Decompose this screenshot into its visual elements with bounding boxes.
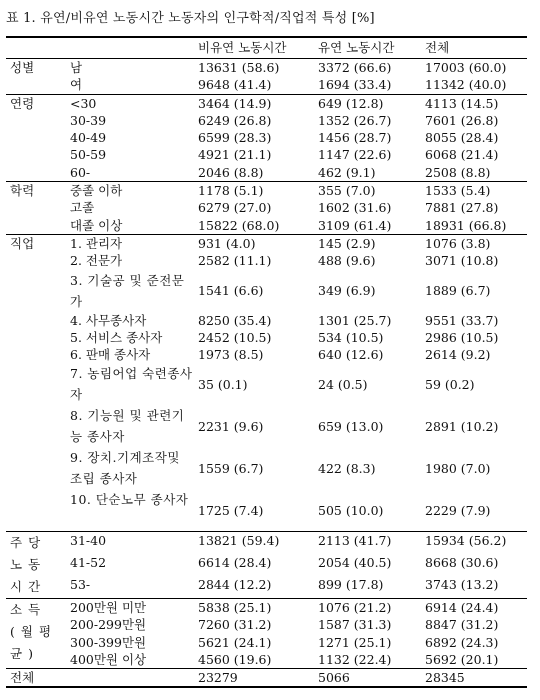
table-row xyxy=(6,112,527,129)
nonflex-value: 8250 (35.4) xyxy=(198,312,272,328)
group-0 xyxy=(6,59,527,95)
row-label: 31-40 xyxy=(70,532,107,548)
nonflex-value: 6279 (27.0) xyxy=(198,200,272,216)
total-value: 2986 (10.5) xyxy=(425,329,499,345)
nonflex-value: 931 (4.0) xyxy=(198,235,256,251)
characteristics-table xyxy=(6,36,527,688)
category-label: 소득 (월평균) xyxy=(10,601,58,661)
row-label: 5. 서비스 종사자 xyxy=(70,329,163,345)
total-value: 3743 (13.2) xyxy=(425,576,499,592)
table-row xyxy=(6,129,527,146)
nonflex-value: 1541 (6.6) xyxy=(198,283,264,299)
nonflex-value: 2452 (10.5) xyxy=(198,329,272,345)
row-label: 9. 장치.기계조작및 조립 종사자 xyxy=(70,450,180,487)
row-label: 8. 기능원 및 관련기능 종사자 xyxy=(70,408,185,445)
nonflex-value: 5621 (24.1) xyxy=(198,634,272,650)
row-label: 41-52 xyxy=(70,554,107,570)
nonflex-value: 1178 (5.1) xyxy=(198,183,264,199)
nonflex-value: 4560 (19.6) xyxy=(198,651,272,667)
flex-value: 899 (17.8) xyxy=(318,576,384,592)
nonflex-value: 35 (0.1) xyxy=(198,376,248,392)
table-row xyxy=(6,217,527,235)
row-label: 53- xyxy=(70,576,91,592)
flex-value: 649 (12.8) xyxy=(318,95,384,111)
total-value: 6068 (21.4) xyxy=(425,147,499,163)
table-row xyxy=(6,363,527,405)
total-value: 7881 (27.8) xyxy=(425,200,499,216)
group-2 xyxy=(6,182,527,235)
nonflex-value: 1559 (6.7) xyxy=(198,460,264,476)
flex-value: 1147 (22.6) xyxy=(318,147,392,163)
total-value: 59 (0.2) xyxy=(425,376,475,392)
nonflex-value: 2046 (8.8) xyxy=(198,164,264,180)
total-flex: 5066 xyxy=(318,670,350,686)
table-row xyxy=(6,270,527,312)
total-value: 18931 (66.8) xyxy=(425,217,507,233)
flex-value: 1456 (28.7) xyxy=(318,130,392,146)
nonflex-value: 2231 (9.6) xyxy=(198,418,264,434)
total-value: 3071 (10.8) xyxy=(425,253,499,269)
total-value: 2508 (8.8) xyxy=(425,164,491,180)
table-row xyxy=(6,329,527,346)
flex-value: 1352 (26.7) xyxy=(318,112,392,128)
total-value: 6914 (24.4) xyxy=(425,599,499,615)
nonflex-value: 9648 (41.4) xyxy=(198,77,272,93)
flex-value: 505 (10.0) xyxy=(318,502,384,518)
table-row xyxy=(6,634,527,651)
table-title: 표 1. 유연/비유연 노동시간 노동자의 인구학적/직업적 특성 [%] xyxy=(6,11,375,26)
flex-value: 1602 (31.6) xyxy=(318,200,392,216)
total-value: 8847 (31.2) xyxy=(425,617,499,633)
row-label: 2. 전문가 xyxy=(70,253,123,269)
table-row xyxy=(6,616,527,633)
total-value: 15934 (56.2) xyxy=(425,532,507,548)
total-value: 11342 (40.0) xyxy=(425,77,507,93)
table-row xyxy=(6,576,527,599)
nonflex-value: 6599 (28.3) xyxy=(198,130,272,146)
total-value: 1076 (3.8) xyxy=(425,235,491,251)
flex-value: 534 (10.5) xyxy=(318,329,384,345)
category-label: 직업 xyxy=(10,235,35,251)
nonflex-value: 4921 (21.1) xyxy=(198,147,272,163)
flex-value: 3372 (66.6) xyxy=(318,60,392,75)
category-label: 주당 노동 시간 xyxy=(10,534,47,594)
row-label: 4. 사무종사자 xyxy=(70,312,147,328)
nonflex-value: 6249 (26.8) xyxy=(198,112,272,128)
nonflex-value: 1973 (8.5) xyxy=(198,347,264,363)
total-value: 8668 (30.6) xyxy=(425,554,499,570)
flex-value: 422 (8.3) xyxy=(318,460,376,476)
table-row xyxy=(6,598,527,616)
table-row xyxy=(6,199,527,216)
row-label: 여 xyxy=(70,77,83,93)
category-label: 학력 xyxy=(10,183,35,199)
table-row xyxy=(6,234,527,252)
flex-value: 1132 (22.4) xyxy=(318,651,392,667)
flex-value: 1694 (33.4) xyxy=(318,77,392,93)
total-value: 5692 (20.1) xyxy=(425,651,499,667)
row-label: 400만원 이상 xyxy=(70,651,147,667)
total-value: 4113 (14.5) xyxy=(425,95,499,111)
row-label: 200만원 미만 xyxy=(70,599,147,615)
table-row xyxy=(6,94,527,112)
total-value: 6892 (24.3) xyxy=(425,634,499,650)
group-4 xyxy=(6,531,527,598)
row-label: 1. 관리자 xyxy=(70,235,123,251)
flex-value: 1076 (21.2) xyxy=(318,599,392,615)
row-label: <30 xyxy=(70,95,97,111)
table-row xyxy=(6,182,527,200)
total-value: 17003 (60.0) xyxy=(425,60,507,75)
row-label: 30-39 xyxy=(70,112,107,128)
total-section xyxy=(6,669,527,688)
header-blank-label xyxy=(66,37,194,59)
table-header-row xyxy=(6,37,527,59)
header-flex: 유연 노동시간 xyxy=(318,40,395,55)
total-row xyxy=(6,669,527,688)
flex-value: 2054 (40.5) xyxy=(318,554,392,570)
category-label: 성별 xyxy=(10,60,35,75)
flex-value: 355 (7.0) xyxy=(318,183,376,199)
group-1 xyxy=(6,94,527,181)
table-row xyxy=(6,164,527,182)
table-row xyxy=(6,59,527,77)
flex-value: 1301 (25.7) xyxy=(318,312,392,328)
row-label: 200-299만원 xyxy=(70,617,147,633)
flex-value: 1587 (31.3) xyxy=(318,617,392,633)
nonflex-value: 13631 (58.6) xyxy=(198,60,280,75)
nonflex-value: 5838 (25.1) xyxy=(198,599,272,615)
nonflex-value: 6614 (28.4) xyxy=(198,554,272,570)
total-value: 2229 (7.9) xyxy=(425,502,491,518)
flex-value: 640 (12.6) xyxy=(318,347,384,363)
row-label: 300-399만원 xyxy=(70,634,147,650)
flex-value: 349 (6.9) xyxy=(318,283,376,299)
flex-value: 3109 (61.4) xyxy=(318,217,392,233)
table-row xyxy=(6,554,527,576)
row-label: 10. 단순노무 종사자 xyxy=(70,492,189,508)
row-label: 7. 농림어업 숙련종사자 xyxy=(70,366,193,403)
row-label: 3. 기술공 및 준전문가 xyxy=(70,272,185,309)
total-nonflex: 23279 xyxy=(198,670,238,686)
nonflex-value: 1725 (7.4) xyxy=(198,502,264,518)
flex-value: 488 (9.6) xyxy=(318,253,376,269)
row-label: 40-49 xyxy=(70,130,107,146)
row-label: 남 xyxy=(70,60,83,75)
nonflex-value: 3464 (14.9) xyxy=(198,95,272,111)
group-3 xyxy=(6,234,527,531)
total-row-label: 전체 xyxy=(10,670,35,686)
flex-value: 2113 (41.7) xyxy=(318,532,392,548)
total-value: 9551 (33.7) xyxy=(425,312,499,328)
table-row xyxy=(6,312,527,329)
total-all: 28345 xyxy=(425,670,465,686)
row-label: 50-59 xyxy=(70,147,107,163)
total-value: 1980 (7.0) xyxy=(425,460,491,476)
total-value: 2891 (10.2) xyxy=(425,418,499,434)
nonflex-value: 13821 (59.4) xyxy=(198,532,280,548)
header-blank xyxy=(6,37,66,59)
flex-value: 145 (2.9) xyxy=(318,235,376,251)
header-nonflex: 비유연 노동시간 xyxy=(198,40,287,55)
nonflex-value: 7260 (31.2) xyxy=(198,617,272,633)
flex-value: 659 (13.0) xyxy=(318,418,384,434)
row-label: 60- xyxy=(70,164,91,180)
flex-value: 1271 (25.1) xyxy=(318,634,392,650)
table-row xyxy=(6,651,527,669)
category-label: 연령 xyxy=(10,95,35,111)
header-total: 전체 xyxy=(425,40,450,55)
table-row xyxy=(6,146,527,163)
total-value: 8055 (28.4) xyxy=(425,130,499,146)
flex-value: 24 (0.5) xyxy=(318,376,368,392)
row-label: 6. 판매 종사자 xyxy=(70,347,151,363)
nonflex-value: 2582 (11.1) xyxy=(198,253,272,269)
table-row xyxy=(6,531,527,554)
nonflex-value: 15822 (68.0) xyxy=(198,217,280,233)
row-label: 고졸 xyxy=(70,200,95,216)
row-label: 대졸 이상 xyxy=(70,217,123,233)
total-value: 1889 (6.7) xyxy=(425,283,491,299)
table-row xyxy=(6,405,527,447)
table-row xyxy=(6,346,527,363)
total-value: 7601 (26.8) xyxy=(425,112,499,128)
table-row xyxy=(6,489,527,531)
total-value: 2614 (9.2) xyxy=(425,347,491,363)
total-value: 1533 (5.4) xyxy=(425,183,491,199)
table-row xyxy=(6,76,527,94)
row-label: 중졸 이하 xyxy=(70,183,123,199)
group-5 xyxy=(6,598,527,668)
flex-value: 462 (9.1) xyxy=(318,164,376,180)
table-row xyxy=(6,252,527,269)
table-row xyxy=(6,447,527,489)
nonflex-value: 2844 (12.2) xyxy=(198,576,272,592)
